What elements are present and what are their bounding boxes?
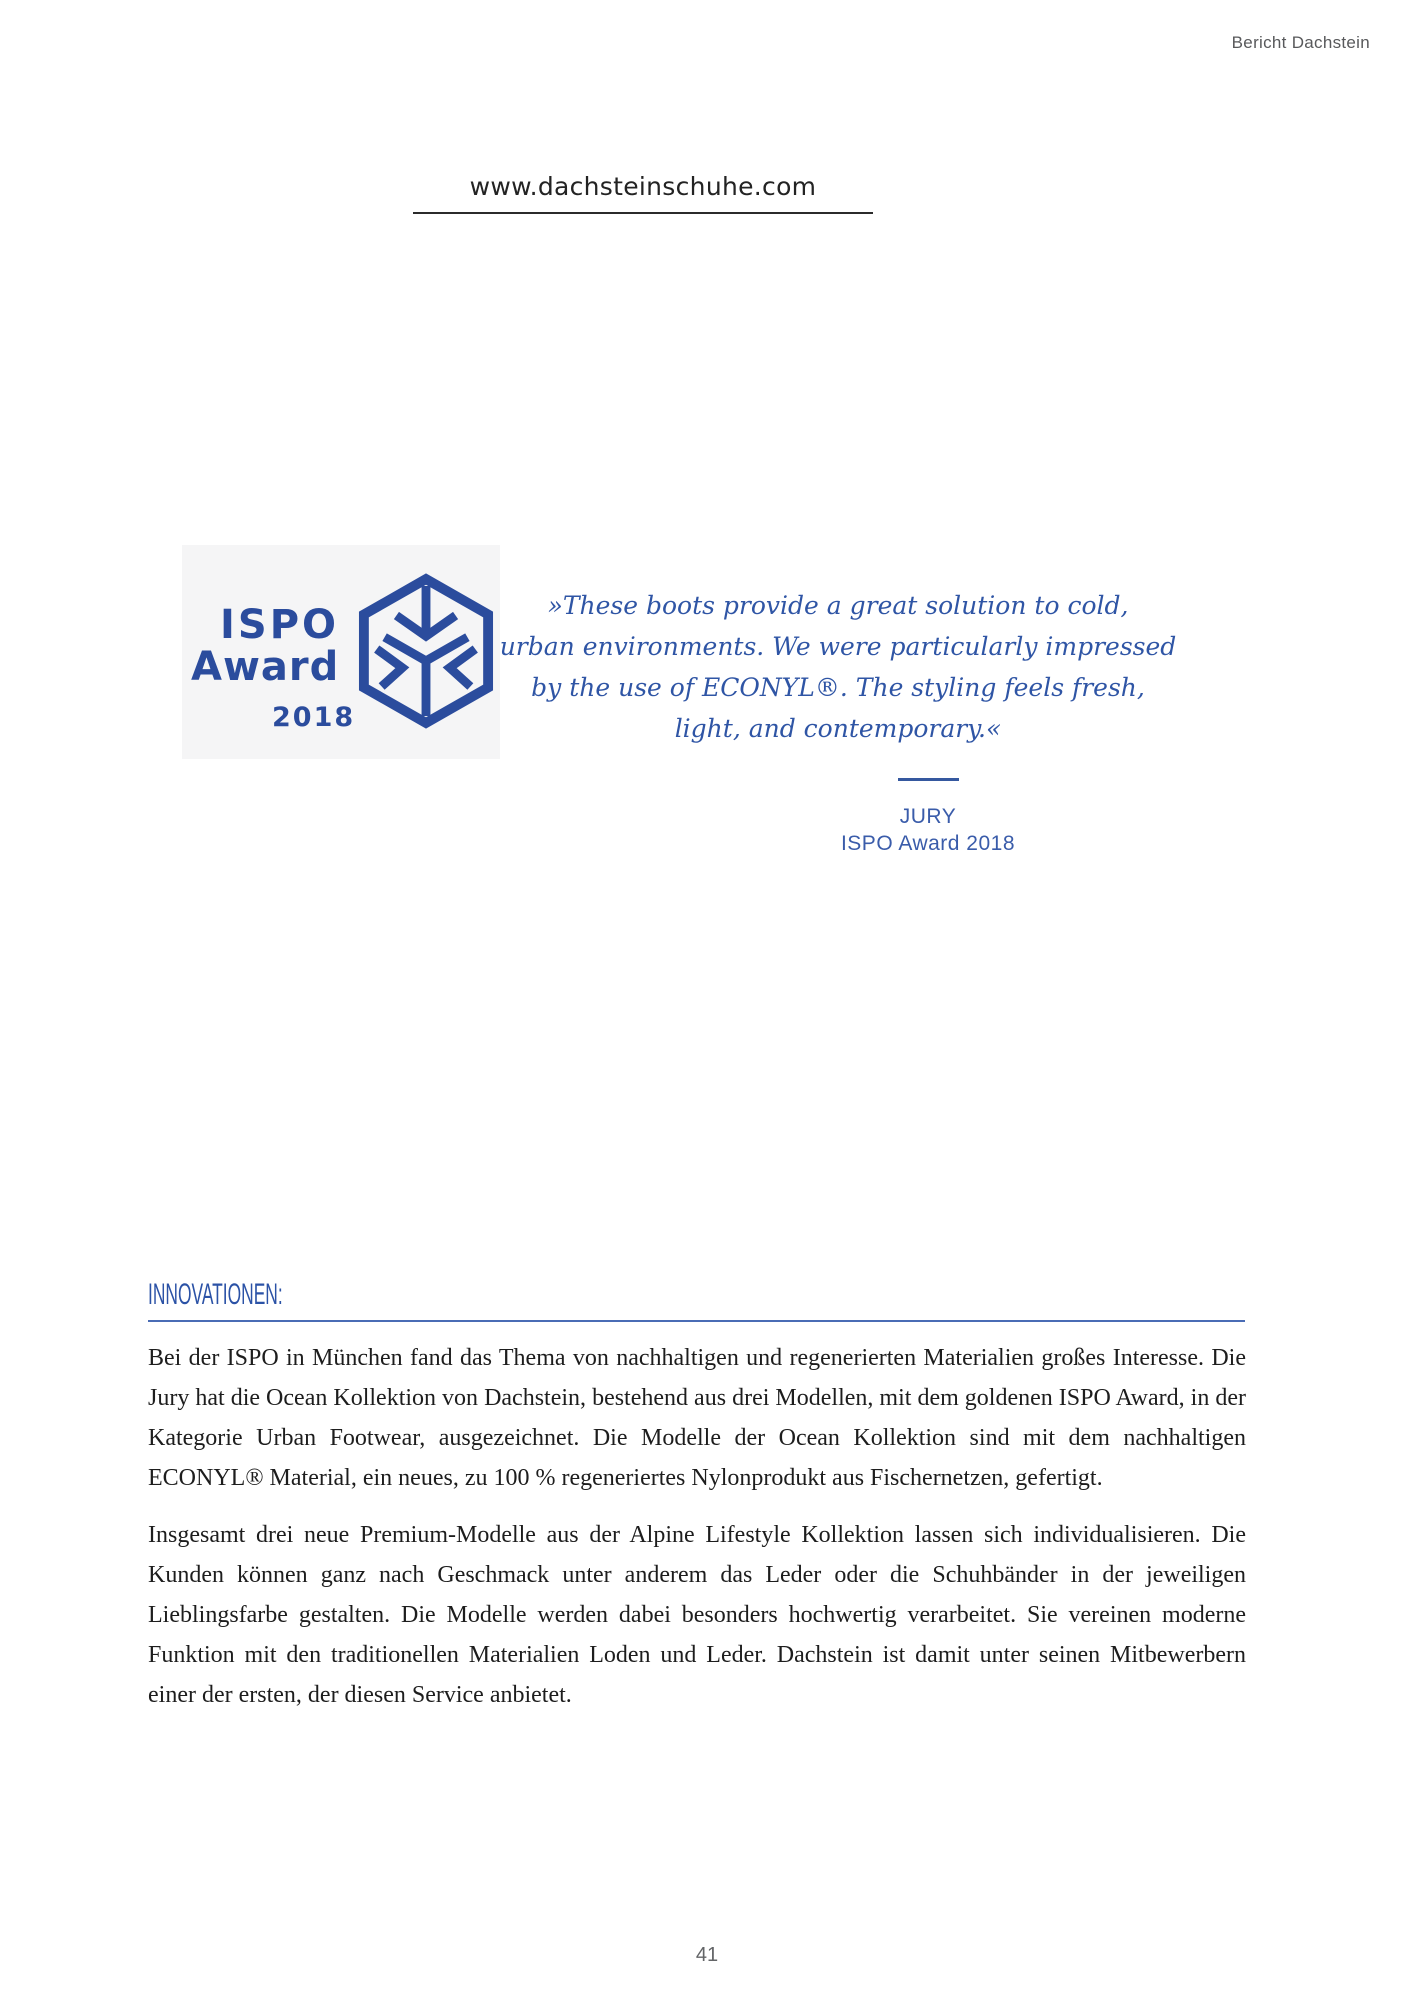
quote-attribution-source: ISPO Award 2018 (840, 832, 1016, 855)
quote-attribution-role: JURY (899, 805, 957, 828)
ispo-logo-text: ISPO (220, 602, 340, 648)
award-logo-plate (182, 545, 500, 759)
body-paragraph-2: Insgesamt drei neue Premium-Modelle aus der Alpine Lifestyle Kollektion lassen sich individualisieren. Die Kunden können ganz nach Geschmack unter anderem das Leder oder die Schuhbänder in der jeweiligen Lieblingsfarbe gestalten. Die Modelle werden dabei besonders hochwertig verarbeitet. Sie vereinen moderne Funktion mit den traditionellen Materialien Loden und Leder. Dachstein ist damit unter seinen Mitbewerbern einer der ersten, der diesen Service anbietet. (148, 1522, 1246, 1708)
quote-divider (898, 778, 959, 781)
section-heading: INNOVATIONEN: (148, 1278, 283, 1311)
quote-line: by the use of ECONYL®. The styling feels fresh, (531, 673, 1145, 702)
report-header-label: Bericht Dachstein (1231, 33, 1370, 52)
jury-quote (488, 585, 1188, 749)
quote-line: light, and contemporary.« (674, 714, 1002, 743)
award-logo-text: Award (191, 644, 340, 690)
body-paragraph-1: Bei der ISPO in München fand das Thema von nachhaltigen und regenerierten Materialien großes Interesse. Die Jury hat die Ocean Kollektion von Dachstein, bestehend aus drei Modellen, mit dem goldenen ISPO Award, in der Kategorie Urban Footwear, ausgezeichnet. Die Modelle der Ocean Kollektion sind mit dem nachhaltigen ECONYL® Material, ein neues, zu 100 % regeneriertes Nylonprodukt aus Fischernetzen, gefertigt. (148, 1345, 1246, 1491)
website-link[interactable]: www.dachsteinschuhe.com (413, 172, 873, 214)
section-heading-rule (148, 1320, 1245, 1322)
quote-line: »These boots provide a great solution to cold, (547, 591, 1129, 620)
section-body (148, 1338, 1246, 1732)
quote-attribution (778, 803, 1078, 857)
ispo-hexagon-icon (357, 572, 495, 730)
page-number: 41 (695, 1944, 719, 1966)
award-year-text: 2018 (272, 702, 356, 733)
quote-line: urban environments. We were particularly impressed (499, 632, 1177, 661)
